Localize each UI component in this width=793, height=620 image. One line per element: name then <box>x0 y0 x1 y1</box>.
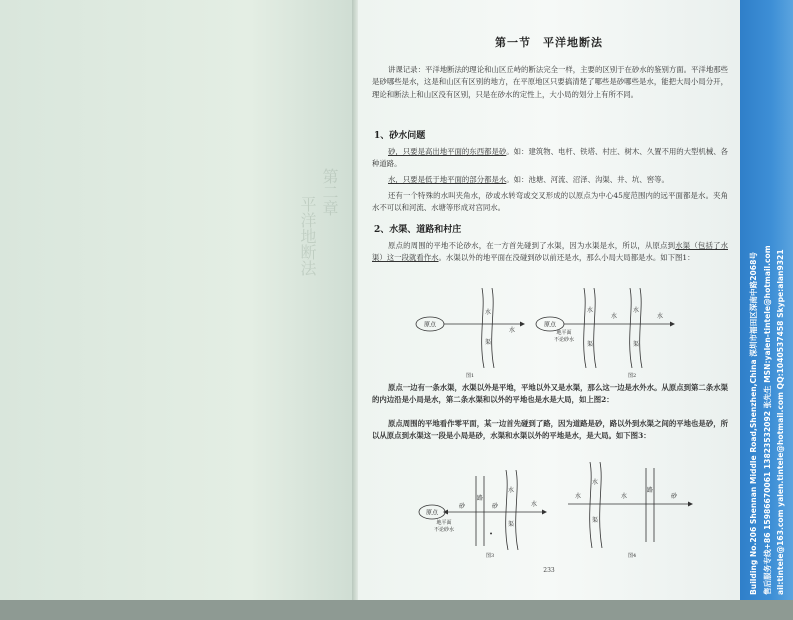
water-label: 水 <box>632 307 640 314</box>
sand-label: 砂 <box>491 503 499 510</box>
ad-line-3: ail:tintele@163.com yalen.tintele@hotmail.com QQ:1040537458 Skype:alan9321 <box>776 249 785 595</box>
canal-label: 渠 <box>586 341 594 348</box>
water-label: 水 <box>507 487 515 494</box>
table-surface <box>0 600 793 620</box>
figure-3-diagram <box>418 470 558 550</box>
plain-text: 原点的周围的平地不论砂水，在一方首先碰到了水渠，因为水渠是水，所以，从原点到 <box>388 241 676 250</box>
water-label: 水 <box>586 307 594 314</box>
section2-paragraph-1 <box>372 240 728 265</box>
page-number: 233 <box>543 567 555 574</box>
intro-paragraph: 讲课记录：平洋地断法的理论和山区丘峙的断法完全一样，主要的区别于在砂水的鉴别方面。平洋地那些是砂哪些是水，这是和山区有区别的地方，在平原地区只要搞清楚了哪些是砂哪些是水，能把大局小局分开，理论和断法上和山区没有区别，只是在砂水的定性上，大小局的划分上有所不同。 <box>372 65 728 99</box>
page-title: 第一节 平洋地断法 <box>495 36 603 49</box>
figure-3-caption: 图3 <box>486 553 495 559</box>
underlined-text: 水渠（包括了水渠）这一段就看作水 <box>372 241 728 263</box>
water-label: 水 <box>484 309 492 316</box>
section1-paragraph-3: 还有一个特殊的水叫夹角水，砂或水转弯或交叉形成的以原点为中心45度范围内的远平面都是水。夹角水不可以和河流、水塘等形成对宫同水。 <box>372 191 728 213</box>
road-label: 路 <box>646 487 654 494</box>
plain-text: 。水渠以外的地平面在没碰到砂以前还是水，那么小局大局都是水。如下图1： <box>438 253 695 263</box>
underlined-text: 砂，只要是高出地平面的东西都是砂 <box>388 147 507 156</box>
flat-label: 地平面 <box>556 330 572 336</box>
section1-paragraph-1 <box>372 146 728 171</box>
flat-label: 不论砂水 <box>553 337 575 343</box>
ad-banner <box>740 0 793 600</box>
section1-paragraph-2 <box>372 174 728 186</box>
canal-label: 渠 <box>632 341 640 348</box>
figure-1-caption: 图1 <box>466 373 475 379</box>
plain-text: 。如：池塘、河流、沼泽、沟渠、井、坑、窖等。 <box>506 175 669 184</box>
ad-line-2: 售后服务专线+86 15986670061 13823532092 张先生 MSN:yalen-tintele@hotmail.com <box>763 245 772 595</box>
section2-paragraph-2: 原点一边有一条水渠，水渠以外是平地，平地以外又是水渠，那么这一边是水外水。从原点到第二条水渠的内边沿是小局是水，第二条水渠和以外的平地也是水是大局，如上图2： <box>372 383 728 405</box>
right-page <box>358 0 740 600</box>
water-label: 水 <box>530 501 538 508</box>
underlined-text: 水，只要是低于地平面的部分都是水 <box>388 175 507 184</box>
water-label: 水 <box>591 479 599 486</box>
left-page-ghost-text-2: 平洋地断法 <box>298 196 317 276</box>
origin-label: 原点 <box>543 321 557 329</box>
section2-heading: 2、水渠、道路和村庄 <box>374 225 462 235</box>
water-label: 水 <box>508 327 516 334</box>
canal-label: 渠 <box>591 517 599 524</box>
water-label: 水 <box>656 313 664 320</box>
flat-label: 地平面 <box>436 520 452 526</box>
plain-text: 。如：建筑物、电杆、铁塔、村庄、树木、久置不用的大型机械、各种道路。 <box>372 147 728 169</box>
left-page-ghost-text-1: 第二章 <box>320 168 339 216</box>
water-label: 水 <box>610 313 618 320</box>
water-label: 水 <box>574 493 582 500</box>
canal-label: 渠 <box>507 521 515 528</box>
origin-label: 原点 <box>425 509 439 517</box>
figure-2-caption: 图2 <box>628 373 637 379</box>
sand-label: 砂 <box>670 493 678 500</box>
section2-paragraph-3: 原点周围的平地看作零平面，某一边首先碰到了路，因为道路是砂，路以外到水渠之间的平地也是砂，所以从原点到水渠这一段是小局是砂，水渠和水渠以外的平地是水，是大局。如下图3： <box>372 419 728 441</box>
section1-heading: 1、砂水问题 <box>374 131 426 141</box>
water-label: 水 <box>620 493 628 500</box>
road-label: 路 <box>476 495 484 502</box>
figure-4-caption: 图4 <box>628 553 637 559</box>
left-page <box>0 0 356 600</box>
dot-mark: • <box>489 531 493 538</box>
ad-line-1: Building No.206 Shennan Middle Road,Shenzhen,China 深圳市福田区深南中路2068号 <box>749 252 758 595</box>
flat-label: 不论砂水 <box>433 527 455 533</box>
figure-4-diagram <box>564 462 704 548</box>
figure-1-diagram <box>410 288 540 368</box>
sand-label: 砂 <box>458 503 466 510</box>
origin-label: 原点 <box>423 321 437 329</box>
canal-label: 渠 <box>484 339 492 346</box>
figure-2-diagram <box>534 288 684 368</box>
